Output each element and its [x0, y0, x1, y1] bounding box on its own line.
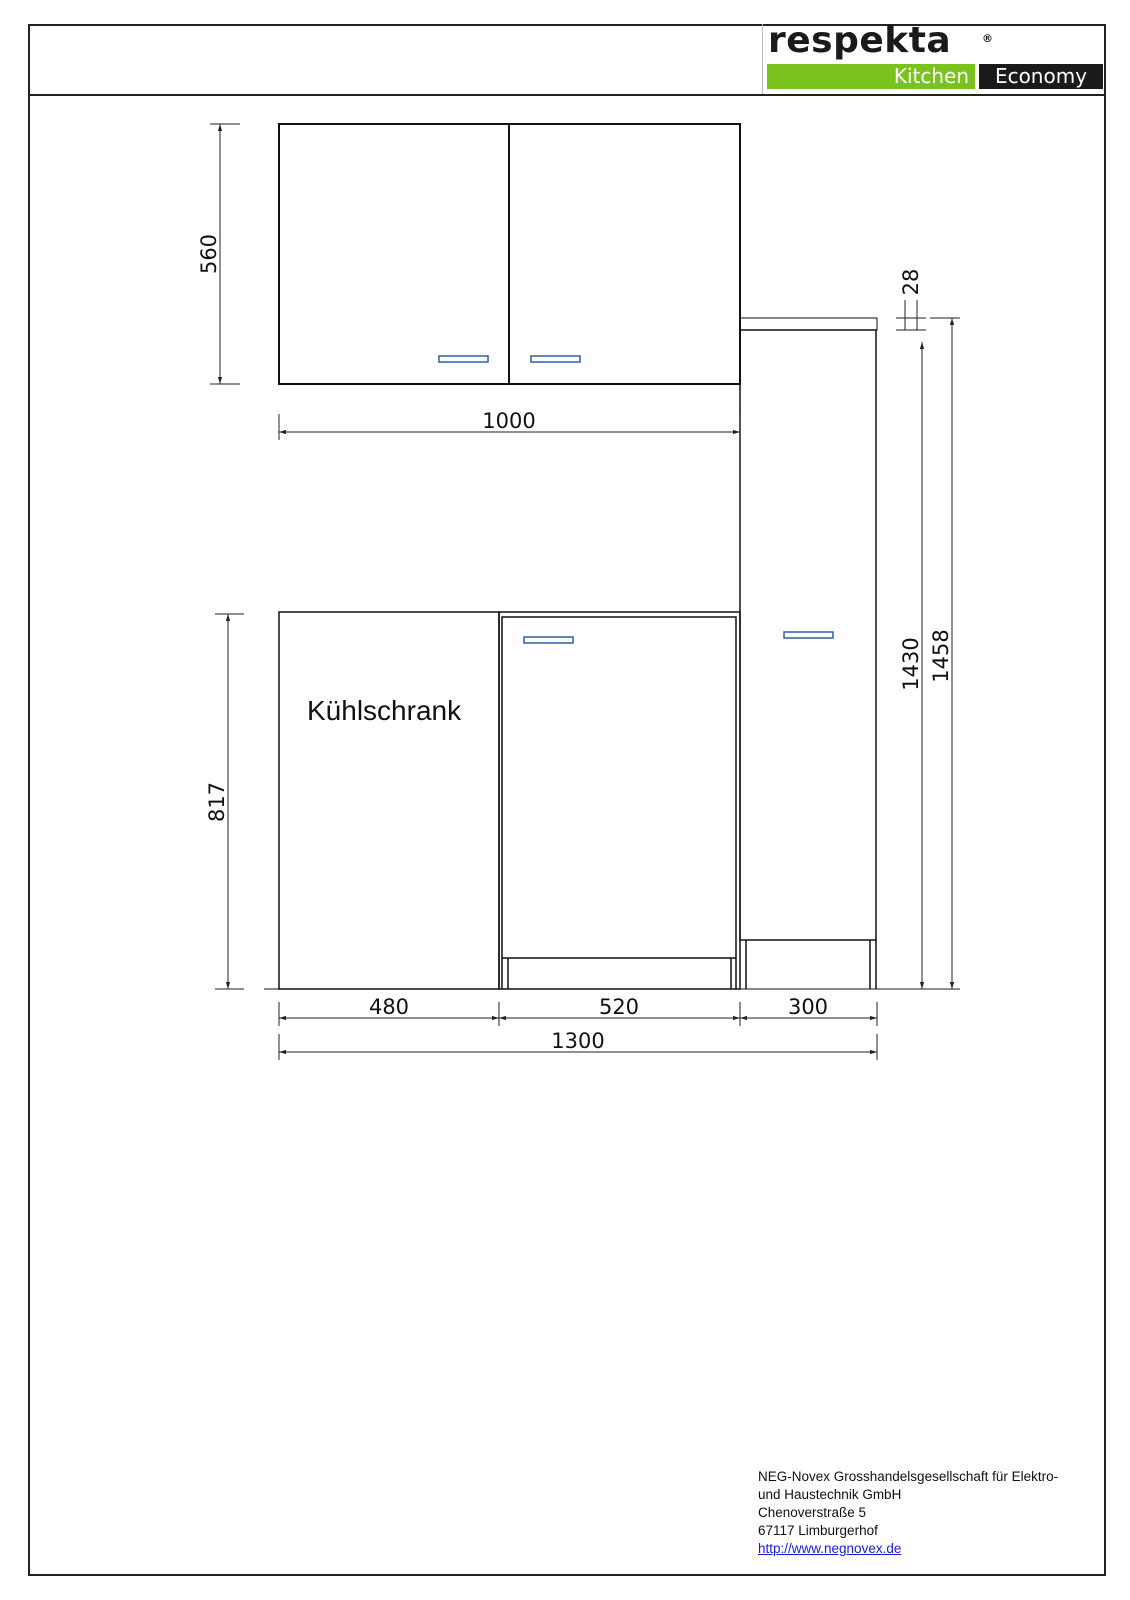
- wall-cabinet-handle-right: [531, 356, 580, 362]
- company-address: [758, 1468, 1058, 1558]
- registered-mark: ®: [982, 32, 993, 45]
- dimension-label-wall-height: 560: [197, 233, 221, 275]
- tall-cabinet: [740, 318, 877, 989]
- dimension-label-480: 480: [368, 995, 410, 1019]
- dimension-label-tall-total: 1458: [929, 629, 953, 683]
- tall-cabinet-handle: [784, 632, 833, 638]
- dimension-label-base-height: 817: [205, 781, 229, 823]
- dimension-label-300: 300: [787, 995, 829, 1019]
- fridge-label: Kühlschrank: [307, 695, 462, 726]
- brand-tag-kitchen: Kitchen: [767, 64, 975, 89]
- dimension-label-wall-width: 1000: [482, 409, 536, 433]
- wall-cabinet: [279, 124, 740, 384]
- base-cabinet-handle: [524, 637, 573, 643]
- dimension-label-top-board: 28: [899, 268, 923, 296]
- website-link[interactable]: http://www.negnovex.de: [758, 1541, 902, 1556]
- dimension-top-board: [896, 300, 926, 330]
- brand-name: respekta: [768, 20, 952, 61]
- footer-line-2: und Haustechnik GmbH: [758, 1487, 902, 1502]
- brand-tag-economy: Economy: [979, 64, 1103, 89]
- footer-line-4: 67117 Limburgerhof: [758, 1523, 878, 1538]
- footer-line-1: NEG-Novex Grosshandelsgesellschaft für Elektro-: [758, 1469, 1059, 1484]
- dimension-label-tall-body: 1430: [899, 637, 923, 691]
- base-cabinet: [499, 612, 740, 989]
- dimension-label-total-width: 1300: [551, 1029, 605, 1053]
- dimension-label-520: 520: [598, 995, 640, 1019]
- wall-cabinet-handle-left: [439, 356, 488, 362]
- footer-line-3: Chenoverstraße 5: [758, 1505, 867, 1520]
- fridge-unit: [279, 612, 499, 989]
